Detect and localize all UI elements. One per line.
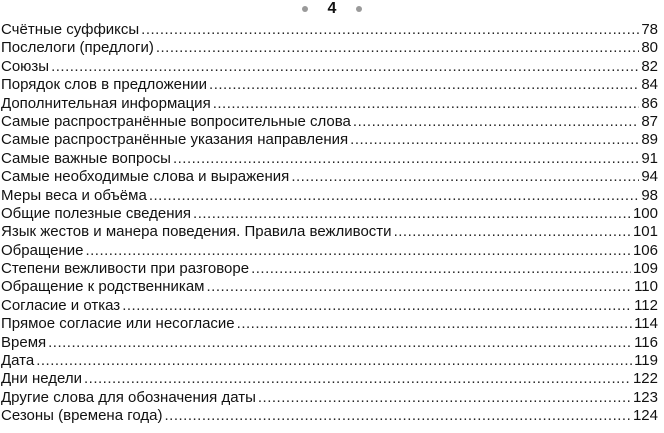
toc-dot-leader	[84, 370, 631, 388]
toc-entry-page: 112	[634, 296, 658, 314]
toc-entry	[1, 242, 658, 260]
toc-entry-page: 89	[641, 131, 658, 149]
toc-entry-title: Прямое согласие или несогласие	[1, 315, 235, 333]
toc-entry	[1, 352, 658, 370]
toc-entry-page: 110	[634, 278, 658, 296]
toc-dot-leader	[149, 187, 640, 205]
toc-entry-page: 84	[641, 76, 658, 94]
toc-dot-leader	[251, 260, 631, 278]
toc-entry-title: Сезоны (времена года)	[1, 407, 163, 425]
toc-entry-title: Другие слова для обозначения даты	[1, 388, 256, 406]
toc-dot-leader	[48, 334, 632, 352]
toc-entry-title: Обращение	[1, 241, 84, 259]
toc-entry-page: 124	[632, 407, 658, 425]
toc-entry-page: 123	[632, 388, 658, 406]
toc-entry-page: 86	[641, 94, 658, 112]
toc-entry-title: Степени вежливости при разговоре	[1, 260, 250, 278]
toc-entry	[1, 113, 658, 131]
toc-dot-leader	[353, 113, 639, 131]
toc-dot-leader	[173, 150, 639, 168]
toc-entry	[1, 278, 658, 296]
toc-entry-title: Дополнительная информация	[1, 94, 211, 112]
toc-entry-title: Дни недели	[1, 370, 83, 388]
toc-entry	[1, 39, 658, 57]
toc-dot-leader	[36, 352, 632, 370]
page-number: 4	[327, 0, 337, 17]
toc-dot-leader	[51, 58, 639, 76]
toc-dot-leader	[209, 76, 639, 94]
toc-entry	[1, 370, 658, 388]
toc-dot-leader	[213, 95, 640, 113]
toc-entry-page: 98	[641, 186, 658, 204]
toc-entry-page: 94	[641, 168, 658, 186]
toc-entry-page: 80	[641, 39, 658, 57]
toc-entry	[1, 187, 658, 205]
toc-entry-title: Счётные суффиксы	[1, 21, 140, 38]
toc-entry	[1, 407, 658, 425]
toc-dot-leader	[258, 389, 631, 407]
toc-entry	[1, 260, 658, 278]
toc-entry-page: 119	[634, 352, 658, 370]
header-dot-right	[356, 6, 362, 12]
toc-entry-title: Самые важные вопросы	[1, 149, 171, 167]
toc-entry-title: Время	[1, 333, 47, 351]
toc-entry	[1, 21, 658, 39]
toc-dot-leader	[85, 242, 631, 260]
toc-dot-leader	[350, 131, 639, 149]
toc-entry	[1, 58, 658, 76]
toc-entry-page: 91	[641, 149, 658, 167]
toc-entry-title: Согласие и отказ	[1, 296, 121, 314]
toc-dot-leader	[206, 278, 632, 296]
table-of-contents	[1, 21, 658, 426]
toc-entry	[1, 334, 658, 352]
toc-entry	[1, 205, 658, 223]
toc-entry	[1, 150, 658, 168]
toc-dot-leader	[291, 168, 639, 186]
toc-entry-title: Послелоги (предлоги)	[1, 39, 154, 57]
toc-entry	[1, 315, 658, 333]
toc-entry-page: 101	[632, 223, 658, 241]
toc-dot-leader	[141, 21, 639, 39]
page-header	[0, 0, 664, 18]
toc-entry-title: Самые распространённые указания направления	[1, 131, 349, 149]
toc-entry-page: 87	[641, 112, 658, 130]
toc-dot-leader	[193, 205, 631, 223]
toc-entry-page: 78	[641, 21, 658, 38]
toc-entry	[1, 223, 658, 241]
toc-entry-title: Самые распространённые вопросительные слова	[1, 112, 351, 130]
toc-entry-page: 100	[632, 204, 658, 222]
toc-entry-title: Дата	[1, 352, 35, 370]
toc-entry-title: Союзы	[1, 57, 50, 75]
toc-entry-title: Общие полезные сведения	[1, 204, 192, 222]
toc-entry-page: 114	[634, 315, 658, 333]
toc-entry-page: 106	[632, 241, 658, 259]
toc-dot-leader	[237, 315, 632, 333]
toc-dot-leader	[394, 223, 631, 241]
toc-entry-page: 82	[641, 57, 658, 75]
toc-entry	[1, 389, 658, 407]
toc-entry-page: 116	[634, 333, 658, 351]
toc-entry	[1, 168, 658, 186]
toc-entry	[1, 131, 658, 149]
toc-dot-leader	[156, 39, 639, 57]
toc-entry-title: Меры веса и объёма	[1, 186, 147, 204]
toc-entry-title: Язык жестов и манера поведения. Правила вежливости	[1, 223, 392, 241]
toc-entry	[1, 297, 658, 315]
toc-entry-title: Порядок слов в предложении	[1, 76, 208, 94]
toc-dot-leader	[164, 407, 630, 425]
toc-entry-page: 122	[632, 370, 658, 388]
toc-dot-leader	[122, 297, 632, 315]
header-dot-left	[302, 6, 308, 12]
toc-entry-page: 109	[632, 260, 658, 278]
toc-entry	[1, 95, 658, 113]
toc-entry-title: Самые необходимые слова и выражения	[1, 168, 290, 186]
toc-entry	[1, 76, 658, 94]
toc-entry-title: Обращение к родственникам	[1, 278, 205, 296]
